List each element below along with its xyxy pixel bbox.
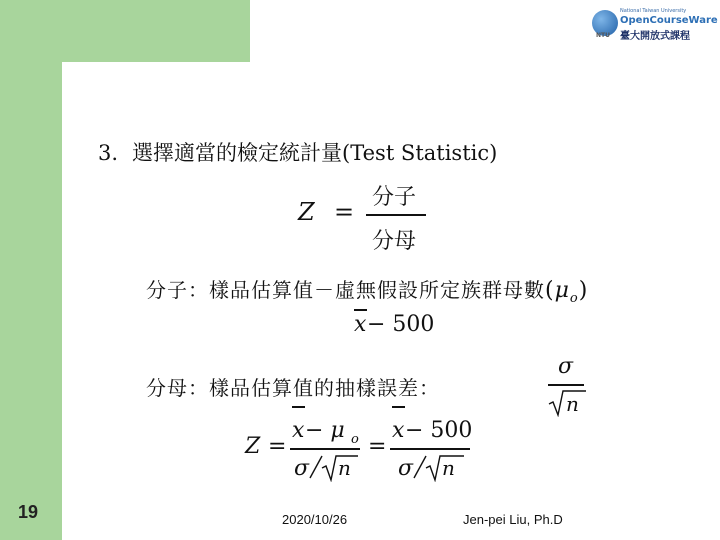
final-frac-bar1	[290, 448, 360, 450]
final-eq2: =	[368, 434, 387, 459]
mu-symbol: μ	[554, 278, 570, 303]
final-n1: n	[338, 456, 351, 480]
numerator-text: 分子：樣品估算值－虛無假設所定族群母數	[146, 278, 545, 302]
final-sigma1: σ	[294, 456, 310, 481]
slide-heading	[98, 137, 497, 167]
final-x2: x	[392, 418, 405, 443]
logo-small-text: National Taiwan University	[620, 8, 687, 14]
heading-number: 3.	[98, 141, 119, 165]
final-eq1: =	[268, 434, 287, 459]
xbar-x: x	[354, 312, 367, 337]
root-n: n	[566, 392, 579, 416]
sqrt-sign-icon	[412, 452, 466, 482]
footer-date: 2020/10/26	[282, 512, 348, 527]
final-mu-subscript: o	[351, 432, 359, 447]
formula-fraction-bar	[366, 214, 426, 216]
formula-denominator: 分母	[372, 229, 417, 254]
formula-equals: =	[334, 198, 355, 226]
final-sigma2: σ	[398, 456, 414, 481]
heading-text: 選擇適當的檢定統計量(Test Statistic)	[132, 141, 498, 165]
sigma-fraction-bar	[548, 384, 584, 386]
logo-brand: OpenCourseWare	[620, 15, 718, 26]
page-number: 19	[18, 502, 39, 522]
xbar-overline	[354, 309, 367, 311]
final-n2: n	[442, 456, 455, 480]
opencourseware-logo[interactable]	[592, 8, 718, 42]
denominator-description: 分母：樣品估算值的抽樣誤差：	[146, 376, 440, 400]
paren-open: (	[545, 278, 555, 303]
paren-close: )	[578, 278, 589, 303]
final-minus-mu: − μ	[305, 418, 345, 443]
final-frac-bar2	[390, 448, 470, 450]
final-z: Z	[245, 434, 261, 459]
formula-z: Z	[298, 198, 315, 226]
sqrt-sign-icon	[308, 452, 360, 482]
footer-author: Jen-pei Liu, Ph.D	[463, 512, 563, 527]
final-xbar1-overline	[292, 406, 305, 408]
logo-chinese: 臺大開放式課程	[620, 31, 690, 42]
final-minus-500: − 500	[405, 418, 473, 443]
formula-numerator: 分子	[372, 185, 417, 210]
green-side-band	[0, 0, 62, 540]
final-x1: x	[292, 418, 305, 443]
numerator-description	[146, 274, 588, 306]
logo-ntu: NTU	[596, 32, 610, 39]
minus-500: − 500	[367, 312, 435, 337]
final-xbar2-overline	[392, 406, 405, 408]
mu-subscript: o	[569, 291, 579, 306]
sigma-symbol: σ	[558, 354, 574, 379]
